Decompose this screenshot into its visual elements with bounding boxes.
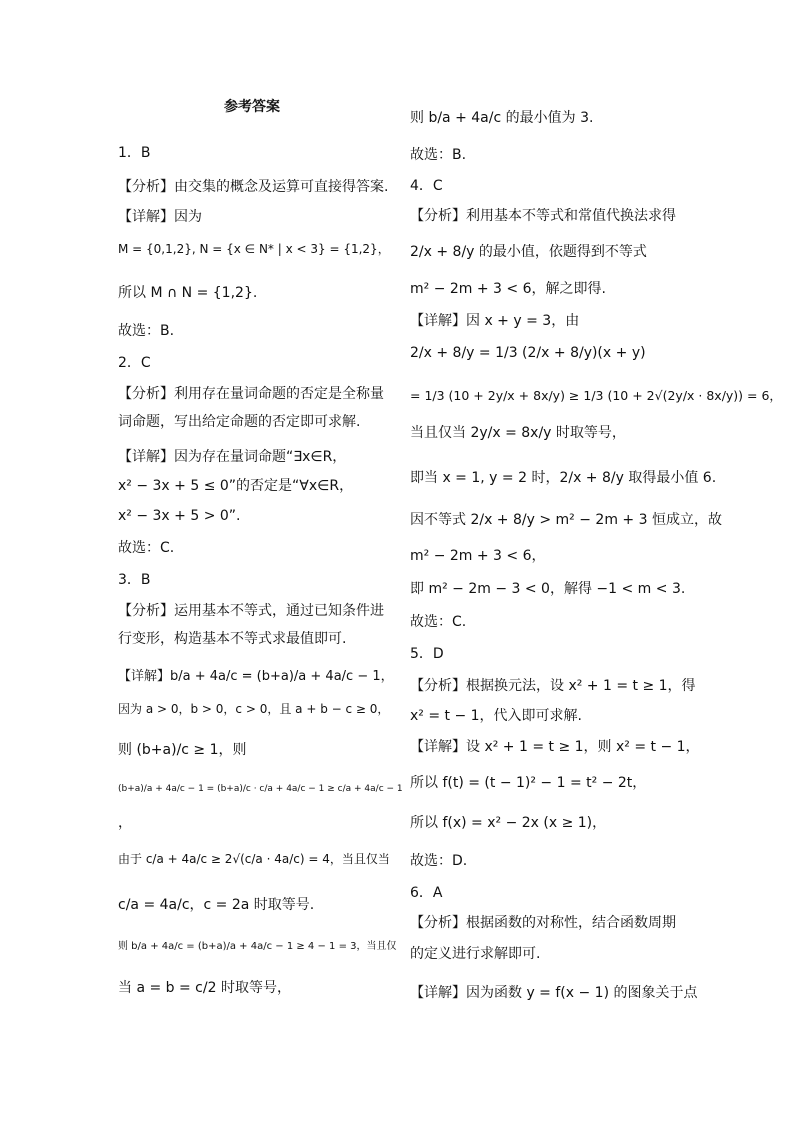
page-title: 参考答案 [224, 99, 280, 115]
right-text-line: 则 b/a + 4a/c 的最小值为 3. [410, 110, 594, 126]
left-text-line: 故选：B. [118, 323, 175, 339]
left-text-line: 行变形，构造基本不等式求最值即可. [118, 631, 347, 647]
left-text-line: 词命题，写出给定命题的否定即可求解. [118, 414, 361, 430]
left-text-line: 【分析】运用基本不等式，通过已知条件进 [118, 603, 384, 619]
right-text-line: 【分析】根据换元法，设 x² + 1 = t ≥ 1，得 [410, 678, 696, 694]
right-text-line: 【详解】因 x + y = 3，由 [410, 313, 580, 329]
left-text-line: c/a = 4a/c，c = 2a 时取等号. [118, 897, 315, 913]
right-text-line: x² = t − 1，代入即可求解. [410, 708, 583, 724]
right-text-line: 2/x + 8/y 的最小值，依题得到不等式 [410, 244, 647, 260]
right-text-line: 所以 f(t) = (t − 1)² − 1 = t² − 2t， [410, 775, 647, 791]
left-text-line: 【分析】由交集的概念及运算可直接得答案. [118, 179, 389, 195]
right-text-line: 4．C [410, 178, 443, 194]
right-text-line: 2/x + 8/y = 1/3 (2/x + 8/y)(x + y) [410, 345, 646, 361]
left-text-line: 1．B [118, 145, 151, 161]
right-text-line: 【详解】设 x² + 1 = t ≥ 1，则 x² = t − 1， [410, 739, 700, 755]
right-text-line: 【分析】根据函数的对称性，结合函数周期 [410, 915, 676, 931]
left-text-line: 故选：C. [118, 540, 175, 556]
left-text-line: 【详解】因为存在量词命题“∃x∈R， [118, 449, 347, 465]
right-text-line: 故选：D. [410, 853, 468, 869]
right-text-line: 因不等式 2/x + 8/y > m² − 2m + 3 恒成立，故 [410, 512, 722, 528]
left-text-line: 当 a = b = c/2 时取等号， [118, 980, 291, 996]
right-text-line: 【分析】利用基本不等式和常值代换法求得 [410, 208, 676, 224]
left-text-line: 因为 a > 0，b > 0，c > 0，且 a + b − c ≥ 0， [118, 702, 390, 716]
left-text-line: 所以 M ∩ N = {1,2}. [118, 285, 258, 301]
left-text-line: (b+a)/a + 4a/c − 1 = (b+a)/c · c/a + 4a/c − 1 ≥ c/a + 4a/c − 1 [118, 784, 403, 794]
left-text-line: 【分析】利用存在量词命题的否定是全称量 [118, 386, 384, 402]
right-text-line: 【详解】因为函数 y = f(x − 1) 的图象关于点 [410, 985, 698, 1001]
left-text-line: 则 (b+a)/c ≥ 1，则 [118, 742, 247, 758]
left-text-line: 【详解】b/a + 4a/c = (b+a)/a + 4a/c − 1， [118, 669, 394, 684]
right-text-line: 6．A [410, 885, 443, 901]
right-text-line: m² − 2m + 3 < 6， [410, 548, 546, 564]
right-text-line: 即当 x = 1, y = 2 时，2/x + 8/y 取得最小值 6. [410, 470, 717, 486]
right-text-line: 5．D [410, 646, 444, 662]
right-text-line: 即 m² − 2m − 3 < 0，解得 −1 < m < 3. [410, 581, 686, 597]
right-text-line: 故选：C. [410, 614, 467, 630]
right-text-line: = 1/3 (10 + 2y/x + 8x/y) ≥ 1/3 (10 + 2√(2y/x · 8x/y)) = 6， [410, 388, 782, 403]
right-text-line: 当且仅当 2y/x = 8x/y 时取等号， [410, 425, 626, 441]
right-text-line: m² − 2m + 3 < 6，解之即得. [410, 281, 606, 297]
right-text-line: 故选：B. [410, 147, 467, 163]
left-text-line: x² − 3x + 5 > 0”. [118, 508, 241, 524]
left-text-line: 3．B [118, 572, 151, 588]
right-text-line: 所以 f(x) = x² − 2x (x ≥ 1)， [410, 815, 607, 831]
left-text-line: x² − 3x + 5 ≤ 0”的否定是“∀x∈R， [118, 478, 354, 494]
left-text-line: ， [118, 815, 132, 831]
left-text-line: 由于 c/a + 4a/c ≥ 2√(c/a · 4a/c) = 4，当且仅当 [118, 852, 390, 866]
left-text-line: 则 b/a + 4a/c = (b+a)/a + 4a/c − 1 ≥ 4 − 1 = 3，当且仅 [118, 941, 397, 952]
left-text-line: 2．C [118, 355, 151, 371]
left-text-line: 【详解】因为 [118, 209, 202, 225]
right-text-line: 的定义进行求解即可. [410, 946, 541, 962]
left-text-line: M = {0,1,2}, N = {x ∈ N* | x < 3} = {1,2}， [118, 242, 390, 256]
